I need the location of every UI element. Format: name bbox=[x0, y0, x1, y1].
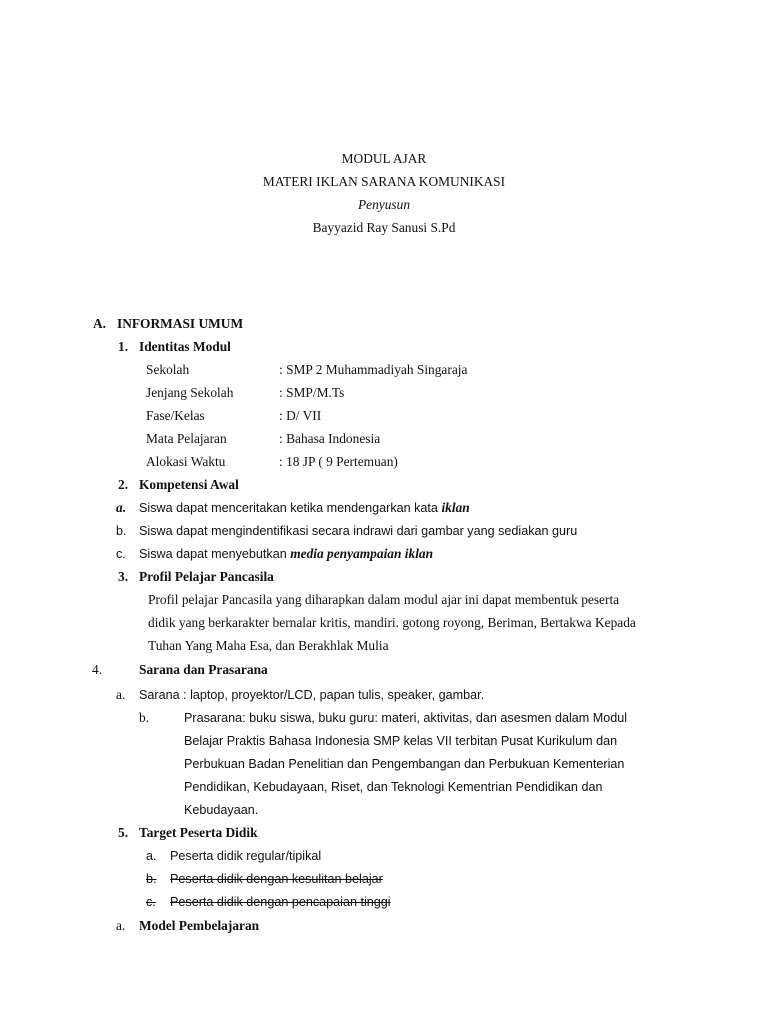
identitas-value-jenjang: : SMP/M.Ts bbox=[279, 385, 345, 400]
identitas-value-fase: : D/ VII bbox=[279, 408, 322, 423]
target-item-text: Peserta didik dengan kesulitan belajar bbox=[170, 872, 383, 886]
document-title: MODUL AJAR bbox=[341, 151, 427, 166]
kompetensi-item-text: Siswa dapat menyebutkan bbox=[139, 547, 291, 561]
target-item-marker: b. bbox=[146, 872, 157, 886]
sarana-title: Sarana dan Prasarana bbox=[139, 662, 268, 677]
target-title: Target Peserta Didik bbox=[139, 825, 258, 840]
sarana-item-b-line: Belajar Praktis Bahasa Indonesia SMP kelas VII terbitan Pusat Kurikulum dan bbox=[184, 734, 618, 748]
author-name: Bayyazid Ray Sanusi S.Pd bbox=[312, 220, 456, 235]
target-item-marker: a. bbox=[146, 849, 157, 863]
profil-marker: 3. bbox=[118, 569, 129, 584]
profil-paragraph-line: didik yang berkarakter bernalar kritis, mandiri. gotong royong, Beriman, Bertakwa Kepada bbox=[148, 615, 636, 630]
model-title: Model Pembelajaran bbox=[139, 918, 260, 933]
document-subtitle: MATERI IKLAN SARANA KOMUNIKASI bbox=[262, 174, 506, 189]
identitas-title: Identitas Modul bbox=[139, 339, 231, 354]
kompetensi-item-marker: b. bbox=[116, 524, 127, 538]
identitas-value-sekolah: : SMP 2 Muhammadiyah Singaraja bbox=[279, 362, 468, 377]
author-label: Penyusun bbox=[357, 197, 411, 212]
identitas-marker: 1. bbox=[118, 339, 129, 354]
sarana-item-b-line: Kebudayaan. bbox=[184, 803, 259, 817]
kompetensi-marker: 2. bbox=[118, 477, 129, 492]
target-item-text: Peserta didik regular/tipikal bbox=[170, 849, 322, 863]
kompetensi-item-emphasis: media penyampaian iklan bbox=[290, 546, 434, 561]
sarana-item-a-marker: a. bbox=[116, 687, 126, 702]
section-a-marker: A. bbox=[93, 316, 107, 331]
kompetensi-title: Kompetensi Awal bbox=[139, 477, 239, 492]
kompetensi-item-emphasis: iklan bbox=[441, 500, 470, 515]
profil-title: Profil Pelajar Pancasila bbox=[139, 569, 274, 584]
sarana-item-b-line: Prasarana: buku siswa, buku guru: materi, aktivitas, dan asesmen dalam Modul bbox=[184, 711, 628, 725]
kompetensi-item bbox=[139, 546, 433, 562]
sarana-item-b-line: Perbukuan Badan Penelitian dan Pengembangan dan Perbukuan Kementerian bbox=[184, 757, 625, 771]
profil-paragraph-line: Profil pelajar Pancasila yang diharapkan dalam modul ajar ini dapat membentuk peserta bbox=[148, 592, 620, 607]
identitas-label-jenjang: Jenjang Sekolah bbox=[146, 385, 234, 400]
kompetensi-item-text: Siswa dapat mengindentifikasi secara indrawi dari gambar yang sediakan guru bbox=[139, 524, 578, 538]
identitas-label-fase: Fase/Kelas bbox=[146, 408, 205, 423]
identitas-value-alokasi: : 18 JP ( 9 Pertemuan) bbox=[279, 454, 398, 469]
profil-paragraph-line: Tuhan Yang Maha Esa, dan Berakhlak Mulia bbox=[148, 638, 389, 653]
kompetensi-item bbox=[139, 500, 470, 516]
target-marker: 5. bbox=[118, 825, 129, 840]
section-a-title: INFORMASI UMUM bbox=[117, 316, 244, 331]
identitas-label-sekolah: Sekolah bbox=[146, 362, 190, 377]
target-item-marker: c. bbox=[146, 895, 156, 909]
target-item-text: Peserta didik dengan pencapaian tinggi bbox=[170, 895, 391, 909]
kompetensi-item-marker: c. bbox=[116, 547, 126, 561]
sarana-item-a-text: Sarana : laptop, proyektor/LCD, papan tulis, speaker, gambar. bbox=[139, 688, 485, 702]
model-marker: a. bbox=[116, 918, 126, 933]
sarana-item-b-line: Pendidikan, Kebudayaan, Riset, dan Teknologi Kementrian Pendidikan dan bbox=[184, 780, 603, 794]
sarana-marker: 4. bbox=[92, 662, 103, 677]
identitas-value-mapel: : Bahasa Indonesia bbox=[279, 431, 381, 446]
kompetensi-item-marker: a. bbox=[116, 500, 127, 515]
identitas-label-alokasi: Alokasi Waktu bbox=[146, 454, 226, 469]
sarana-item-b-marker: b. bbox=[139, 710, 150, 725]
kompetensi-item-text: Siswa dapat menceritakan ketika mendengarkan kata bbox=[139, 501, 442, 515]
identitas-label-mapel: Mata Pelajaran bbox=[146, 431, 227, 446]
